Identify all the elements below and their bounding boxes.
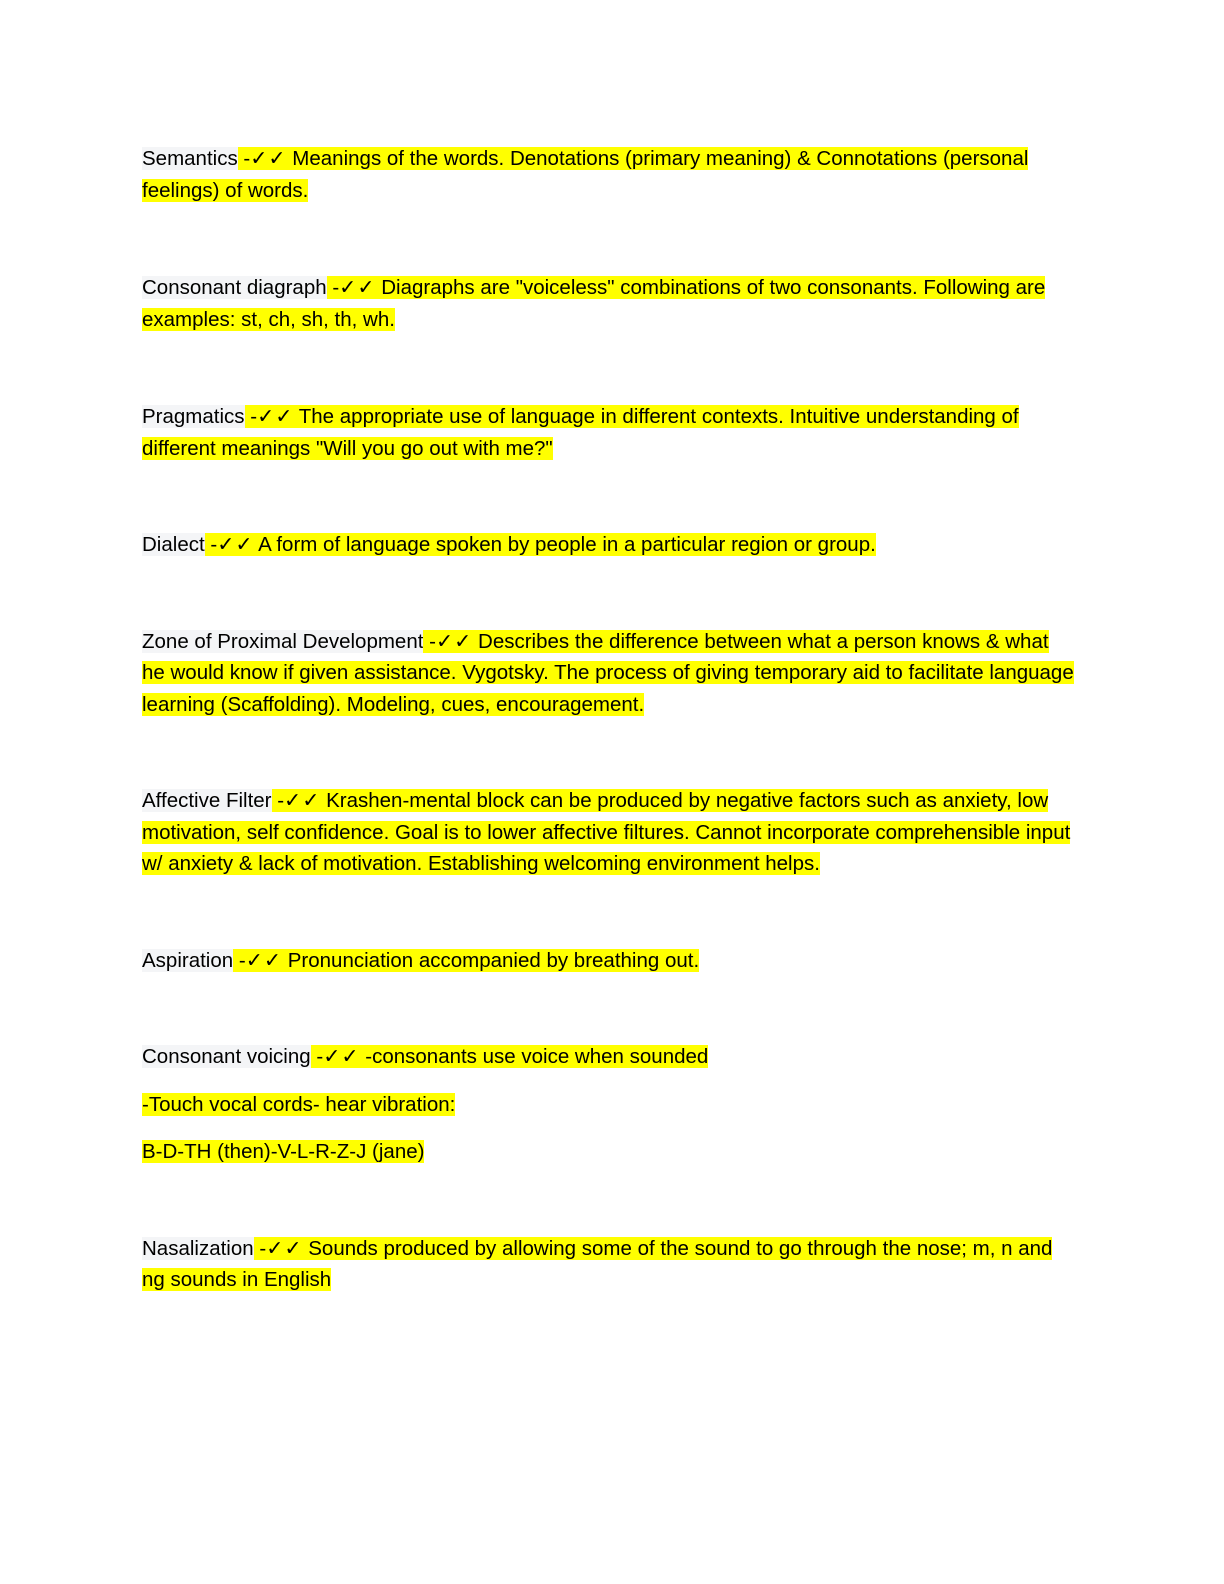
- entry-highlight: [233, 949, 699, 972]
- dash: -: [233, 948, 246, 972]
- entry-definition: Sounds produced by allowing some of the sound to go through the nose; m, n and ng sounds in English: [142, 1236, 1053, 1291]
- entry-subline: [142, 1089, 1077, 1121]
- entry-highlight: [142, 789, 1070, 875]
- entry-term: Dialect: [142, 533, 205, 556]
- entry-definition: Describes the difference between what a person knows & what he would know if given assistance. Vygotsky. The process of giving temporary aid to facilitate language learning (Scaffolding). Modeling, cues, encouragement.: [142, 629, 1074, 716]
- double-check-icon: ✓✓: [435, 629, 473, 653]
- entry-subline-text: B-D-TH (then)-V-L-R-Z-J (jane): [142, 1140, 425, 1163]
- entry-definition: Krashen-mental block can be produced by negative factors such as anxiety, low motivation, self confidence. Goal is to lower affective filtures. Cannot incorporate comprehensible input w/ anxiety & lack of motivation. Establishing welcoming environment helps.: [142, 789, 1071, 875]
- double-check-icon: ✓✓: [339, 276, 376, 299]
- entry-zone-of-proximal-development: [142, 626, 1077, 721]
- entry-definition: The appropriate use of language in different contexts. Intuitive understanding of different meanings "Will you go out with me?": [142, 405, 1019, 460]
- dash: -: [204, 533, 218, 556]
- dash: -: [237, 147, 251, 170]
- dash: -: [310, 1045, 324, 1068]
- entry-highlight: [142, 1237, 1052, 1292]
- double-check-icon: ✓✓: [284, 789, 321, 812]
- double-check-icon: ✓✓: [250, 147, 287, 170]
- entry-affective-filter: [142, 785, 1077, 880]
- entry-consonant-diagraph: [142, 272, 1077, 335]
- entry-subline-text: -Touch vocal cords- hear vibration:: [142, 1092, 456, 1116]
- entry-highlight: [142, 147, 1028, 202]
- document-page: [142, 143, 1077, 1296]
- entry-definition: Meanings of the words. Denotations (primary meaning) & Connotations (personal feelings) of words.: [142, 147, 1029, 202]
- entry-term: Zone of Proximal Development: [142, 629, 424, 653]
- dash: -: [423, 629, 436, 653]
- entry-term: Nasalization: [142, 1236, 254, 1260]
- entry-highlight: [311, 1045, 709, 1068]
- entry-dialect: [142, 529, 1077, 561]
- entry-term: Affective Filter: [142, 789, 272, 812]
- double-check-icon: ✓✓: [266, 1236, 303, 1260]
- entry-aspiration: [142, 945, 1077, 977]
- entry-highlight: [142, 405, 1019, 460]
- dash: -: [244, 405, 258, 428]
- double-check-icon: ✓✓: [245, 948, 283, 972]
- double-check-icon: ✓✓: [217, 533, 254, 556]
- double-check-icon: ✓✓: [323, 1045, 360, 1068]
- entry-term: Aspiration: [142, 948, 234, 972]
- entry-highlight: [205, 533, 876, 556]
- entry-definition: A form of language spoken by people in a particular region or group.: [253, 533, 876, 556]
- entry-consonant-voicing: [142, 1041, 1077, 1073]
- dash: -: [326, 276, 340, 299]
- entry-definition: -consonants use voice when sounded: [359, 1045, 709, 1068]
- entry-definition: Pronunciation accompanied by breathing out.: [282, 948, 700, 972]
- entry-term: Consonant diagraph: [142, 276, 327, 299]
- entry-semantics: [142, 143, 1077, 206]
- dash: -: [253, 1236, 267, 1260]
- double-check-icon: ✓✓: [257, 405, 294, 428]
- entry-pragmatics: [142, 401, 1077, 464]
- entry-term: Semantics: [142, 147, 238, 170]
- entry-nasalization: [142, 1233, 1077, 1296]
- dash: -: [271, 789, 285, 812]
- entry-subline: [142, 1136, 1077, 1168]
- entry-definition: Diagraphs are "voiceless" combinations of two consonants. Following are examples: st, ch, sh, th, wh.: [142, 276, 1046, 331]
- entry-term: Pragmatics: [142, 405, 245, 428]
- entry-term: Consonant voicing: [142, 1045, 311, 1068]
